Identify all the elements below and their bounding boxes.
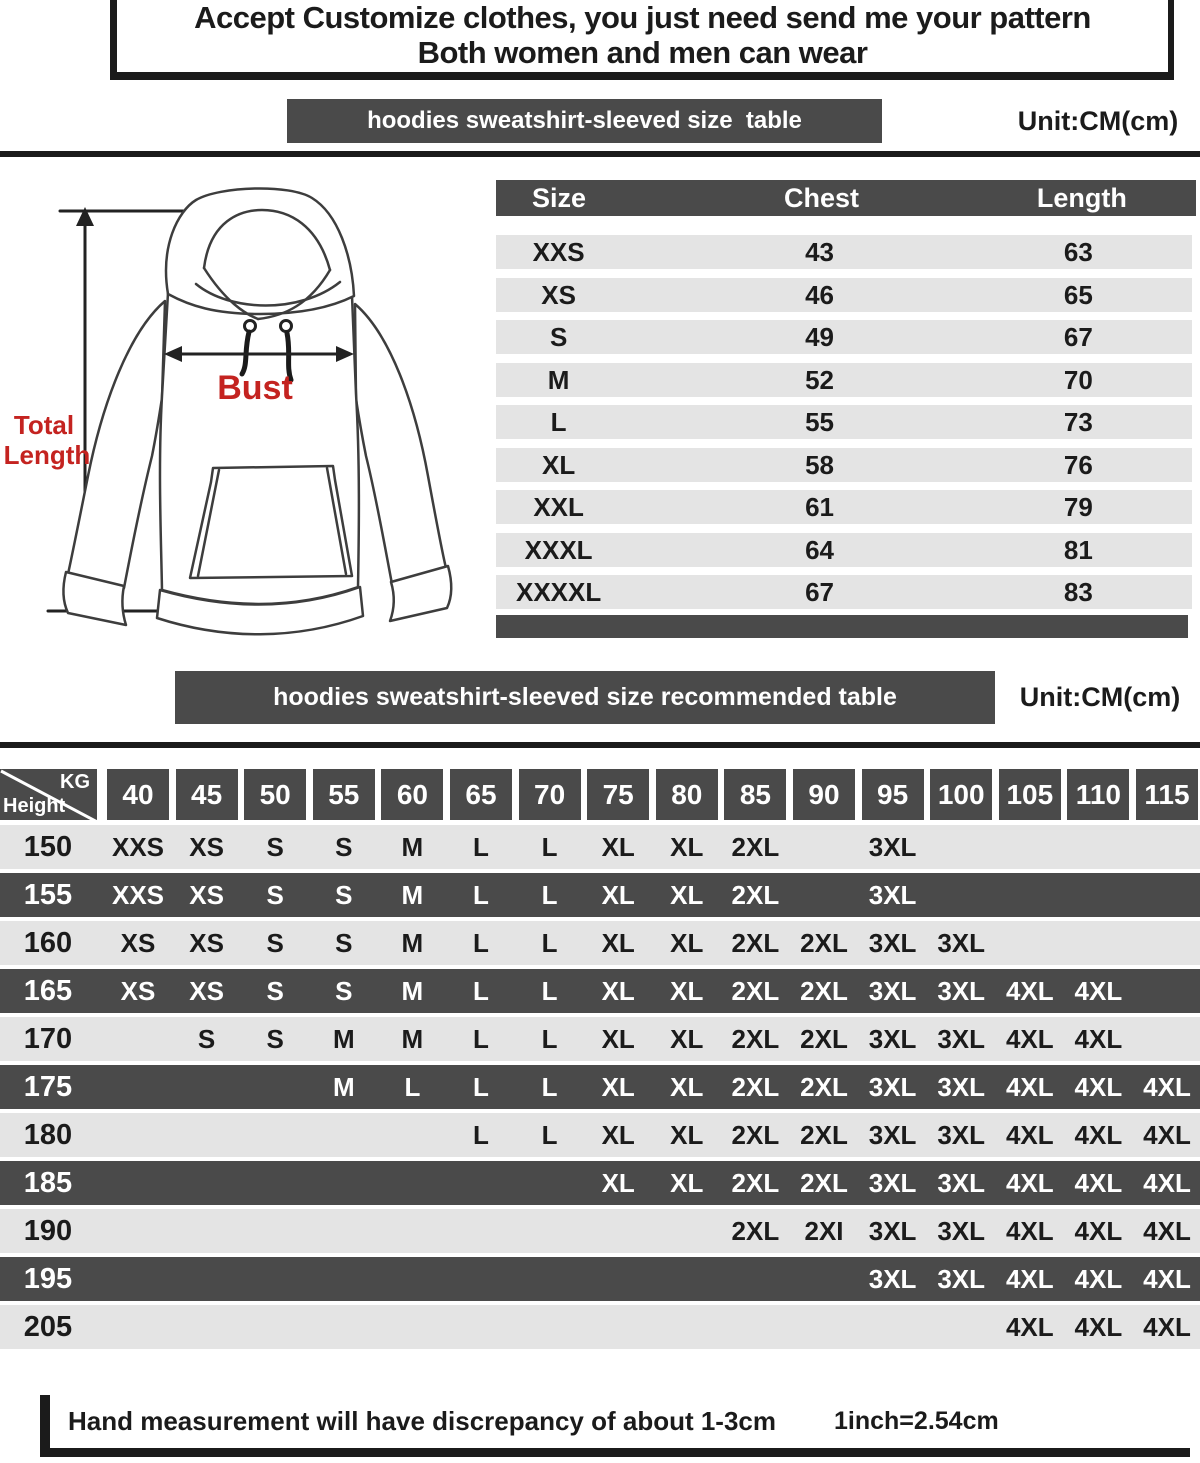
recommend-size-cell: 3XL — [868, 1120, 917, 1150]
size-table-cell: 70 — [1063, 364, 1093, 395]
recommend-size-cell: M — [332, 1072, 355, 1102]
recommend-size-cell: XL — [601, 1072, 635, 1102]
recommend-size-cell: 4XL — [1074, 1264, 1123, 1294]
size-table-cell: 67 — [1063, 322, 1093, 352]
weight-header-cell: 85 — [724, 769, 786, 820]
size-table-cell: XXS — [532, 237, 585, 267]
recommend-size-cell: 4XL — [1143, 1216, 1191, 1246]
size-table-cell: 46 — [805, 279, 834, 310]
size-table-col-size: Size — [531, 183, 587, 213]
size-table-row — [496, 320, 1192, 354]
unit-label-2: Unit:CM(cm) — [1019, 682, 1181, 712]
size-table-row — [496, 575, 1192, 609]
kg-height-corner-cell — [0, 769, 97, 820]
size-table-cell: 43 — [805, 237, 834, 267]
size-table-cell: 65 — [1063, 279, 1093, 310]
recommend-size-cell: L — [473, 832, 489, 862]
size-table-cell: XS — [541, 279, 576, 310]
recommend-table-row — [0, 921, 1200, 965]
weight-header-cell: 45 — [176, 769, 238, 820]
recommend-size-cell: 4XL — [1005, 1168, 1054, 1198]
recommend-table-row — [0, 1065, 1200, 1109]
size-table-col-chest: Chest — [783, 183, 860, 213]
recommend-size-cell: 3XL — [868, 976, 917, 1006]
recommend-size-cell: 4XL — [1005, 1072, 1054, 1102]
header-line-1: Accept Customize clothes, you just need send me your pattern — [194, 0, 1091, 35]
total-length-label-line2: Length — [3, 440, 91, 470]
corner-kg-label: KG — [60, 771, 90, 793]
recommend-size-cell: L — [473, 1120, 489, 1150]
recommend-size-cell: L — [541, 928, 558, 958]
height-label: 155 — [23, 879, 73, 911]
recommend-table-row — [0, 1209, 1200, 1253]
recommend-size-cell: XXS — [111, 832, 165, 862]
recommend-size-cell: XL — [670, 1168, 704, 1198]
weight-header-cell: 80 — [656, 769, 718, 820]
recommend-table-row — [0, 1257, 1200, 1301]
recommend-size-cell: 2XL — [800, 976, 848, 1006]
height-label: 190 — [23, 1215, 73, 1247]
hoodie-outline — [63, 188, 451, 634]
weight-header-cell: 70 — [519, 769, 581, 820]
weight-header-cell: 105 — [999, 769, 1061, 820]
recommend-size-cell: L — [541, 976, 558, 1006]
header-note-box — [110, 0, 1174, 80]
recommend-size-cell: 3XL — [868, 1264, 917, 1294]
recommend-size-cell: XS — [189, 832, 224, 862]
size-table-row — [496, 448, 1192, 482]
recommend-size-cell: 2XL — [731, 1216, 780, 1246]
recommend-size-cell: XS — [120, 976, 156, 1006]
size-table-cell: XXL — [533, 492, 584, 522]
recommend-size-cell: 4XL — [1074, 1216, 1123, 1246]
recommended-table-banner: hoodies sweatshirt-sleeved size recommended table — [175, 671, 995, 724]
size-table-row — [496, 235, 1192, 269]
recommend-size-cell: S — [335, 832, 353, 862]
recommend-size-cell: S — [266, 880, 284, 910]
recommend-size-cell: 2XL — [731, 1072, 780, 1102]
recommend-size-cell: 3XL — [937, 1024, 986, 1054]
separator-line-2 — [0, 742, 1200, 748]
recommend-size-cell: 4XL — [1143, 1264, 1191, 1294]
recommend-size-cell: 4XL — [1074, 1072, 1123, 1102]
recommend-size-cell: M — [401, 880, 424, 910]
size-table-row — [496, 533, 1192, 567]
recommend-size-cell: 2XL — [731, 1120, 780, 1150]
recommend-size-cell: 3XL — [937, 1120, 986, 1150]
eyelet-right — [281, 321, 292, 332]
recommend-size-cell: 4XL — [1005, 1024, 1054, 1054]
size-table-cell: 61 — [805, 492, 834, 522]
height-label: 195 — [23, 1263, 73, 1295]
weight-header-cell: 55 — [313, 769, 375, 820]
recommend-size-cell: L — [473, 880, 489, 910]
recommend-size-cell: 2XI — [804, 1216, 844, 1246]
hoodie-measurement-diagram — [0, 166, 480, 663]
recommend-size-cell: XL — [670, 928, 704, 958]
recommend-size-cell: 3XL — [868, 1216, 917, 1246]
height-label: 170 — [23, 1023, 73, 1055]
recommend-size-cell: 4XL — [1005, 1120, 1054, 1150]
weight-header-cell: 110 — [1067, 769, 1129, 820]
recommend-size-cell: S — [266, 976, 284, 1006]
recommend-size-cell: XL — [670, 1120, 704, 1150]
recommend-size-cell: 4XL — [1005, 1312, 1054, 1342]
recommend-size-cell: 2XL — [731, 1024, 780, 1054]
recommend-size-cell: XL — [670, 1072, 704, 1102]
recommend-size-cell: XL — [601, 1120, 635, 1150]
size-table-cell: 76 — [1063, 449, 1093, 480]
recommend-size-cell: XL — [670, 880, 704, 910]
weight-header-cell: 75 — [587, 769, 649, 820]
recommend-table-row — [0, 969, 1200, 1013]
size-table-cell: 55 — [805, 407, 834, 437]
size-table-cell: 83 — [1063, 577, 1093, 607]
recommend-size-cell: 4XL — [1005, 1264, 1054, 1294]
recommend-size-cell: 4XL — [1074, 976, 1123, 1006]
recommend-table-row — [0, 873, 1200, 917]
recommend-size-cell: XS — [189, 928, 224, 958]
recommend-size-cell: 4XL — [1143, 1120, 1191, 1150]
recommend-size-cell: 2XL — [800, 928, 848, 958]
recommend-size-cell: M — [401, 1024, 424, 1054]
separator-line-1 — [0, 151, 1200, 157]
size-table-cell: XL — [541, 449, 576, 480]
recommend-size-cell: XS — [189, 976, 224, 1006]
size-table-row — [496, 490, 1192, 524]
recommend-size-cell: S — [266, 928, 284, 958]
recommend-size-cell: 3XL — [937, 976, 986, 1006]
recommend-size-cell: 3XL — [937, 1168, 986, 1198]
weight-header-cell: 115 — [1136, 769, 1198, 820]
recommend-size-cell: 3XL — [868, 928, 917, 958]
recommend-size-cell: XL — [601, 928, 635, 958]
recommend-size-cell: M — [401, 928, 424, 958]
recommend-table-row — [0, 1017, 1200, 1061]
recommend-size-cell: 3XL — [937, 1264, 986, 1294]
recommend-size-cell: XL — [601, 976, 635, 1006]
recommend-size-cell: M — [332, 1024, 355, 1054]
header-line-2: Both women and men can wear — [417, 35, 868, 70]
recommend-size-cell: 4XL — [1005, 976, 1054, 1006]
recommend-size-cell: S — [266, 832, 284, 862]
size-table-cell: 58 — [805, 449, 834, 480]
height-label: 175 — [23, 1071, 73, 1103]
size-table-banner: hoodies sweatshirt-sleeved size table — [287, 99, 882, 143]
recommend-size-cell: S — [266, 1024, 284, 1054]
recommend-size-cell: L — [541, 1024, 558, 1054]
recommend-size-cell: 2XL — [800, 1024, 848, 1054]
recommend-table-row — [0, 825, 1200, 869]
size-table — [496, 180, 1196, 640]
recommend-size-cell: 4XL — [1074, 1024, 1123, 1054]
recommend-size-cell: 3XL — [868, 1168, 917, 1198]
size-table-cell: XXXXL — [515, 577, 602, 607]
height-label: 180 — [23, 1119, 73, 1151]
size-table-row — [496, 405, 1192, 439]
recommend-size-cell: L — [473, 1072, 489, 1102]
weight-header-cell: 40 — [107, 769, 169, 820]
recommend-size-cell: L — [541, 1120, 558, 1150]
size-table-cell: L — [550, 407, 567, 437]
recommend-size-cell: L — [541, 1072, 558, 1102]
size-table-cell: 64 — [805, 534, 834, 565]
size-table-cell: M — [547, 364, 570, 395]
recommend-size-cell: 4XL — [1143, 1168, 1191, 1198]
size-table-cell: 49 — [805, 322, 834, 352]
recommend-size-cell: 2XL — [731, 832, 780, 862]
footer-note-box — [40, 1395, 1190, 1457]
height-label: 185 — [23, 1167, 73, 1199]
weight-header-cell: 90 — [793, 769, 855, 820]
recommend-size-cell: 3XL — [868, 1024, 917, 1054]
height-label: 205 — [23, 1311, 73, 1343]
recommend-size-cell: XL — [670, 832, 704, 862]
recommend-size-cell: 3XL — [937, 1216, 986, 1246]
weight-header-cell: 50 — [244, 769, 306, 820]
unit-label-1: Unit:CM(cm) — [1017, 106, 1179, 136]
recommend-size-cell: 4XL — [1143, 1072, 1191, 1102]
height-label: 150 — [23, 831, 73, 863]
recommend-size-cell: L — [404, 1072, 421, 1102]
weight-header-cell: 95 — [862, 769, 924, 820]
recommend-size-cell: S — [335, 928, 353, 958]
recommend-size-cell: 2XL — [800, 1168, 848, 1198]
recommended-size-table — [0, 769, 1200, 1361]
size-table-row — [496, 278, 1192, 312]
size-table-cell: 81 — [1063, 534, 1093, 565]
recommend-table-row — [0, 1161, 1200, 1205]
recommend-size-cell: S — [335, 880, 353, 910]
recommend-size-cell: 3XL — [937, 1072, 986, 1102]
recommend-size-cell: 2XL — [731, 928, 780, 958]
height-label: 165 — [23, 975, 73, 1007]
size-table-footer-bar — [496, 615, 1188, 638]
recommend-size-cell: 2XL — [800, 1072, 848, 1102]
recommend-size-cell: L — [541, 880, 558, 910]
size-table-cell: 79 — [1063, 492, 1093, 522]
measurement-note: Hand measurement will have discrepancy of about 1-3cm — [68, 1406, 777, 1436]
weight-header-cell: 60 — [381, 769, 443, 820]
recommend-size-cell: XL — [670, 1024, 704, 1054]
inch-conversion-note: 1inch=2.54cm — [834, 1407, 999, 1435]
recommend-size-cell: XS — [189, 880, 224, 910]
recommend-size-cell: 2XL — [731, 976, 780, 1006]
recommend-size-cell: 3XL — [868, 1072, 917, 1102]
size-table-cell: XXXL — [524, 534, 593, 565]
recommend-size-cell: 4XL — [1143, 1312, 1191, 1342]
size-table-cell: S — [549, 322, 568, 352]
recommend-size-cell: L — [541, 832, 558, 862]
recommend-size-cell: 3XL — [937, 928, 986, 958]
size-table-cell: 73 — [1063, 407, 1093, 437]
corner-height-label: Height — [3, 795, 66, 817]
recommend-size-cell: 4XL — [1074, 1120, 1123, 1150]
recommend-size-cell: XL — [670, 976, 704, 1006]
size-table-header-row — [496, 180, 1196, 216]
recommend-size-cell: S — [335, 976, 353, 1006]
recommend-size-cell: 4XL — [1074, 1312, 1123, 1342]
recommend-size-cell: 2XL — [800, 1120, 848, 1150]
total-length-label-line1: Total — [13, 410, 75, 440]
recommend-size-cell: XL — [601, 880, 635, 910]
recommend-table-row — [0, 1305, 1200, 1349]
size-table-cell: 67 — [805, 577, 834, 607]
recommend-size-cell: XL — [601, 1168, 635, 1198]
weight-header-cell: 65 — [450, 769, 512, 820]
size-table-body — [496, 235, 1192, 618]
recommend-size-cell: XL — [601, 832, 635, 862]
weight-header-cell: 100 — [930, 769, 992, 820]
recommend-size-cell: L — [473, 1024, 489, 1054]
recommend-size-cell: 4XL — [1074, 1168, 1123, 1198]
recommend-table-row — [0, 1113, 1200, 1157]
recommend-size-cell: L — [473, 928, 489, 958]
recommend-size-cell: 4XL — [1005, 1216, 1054, 1246]
size-table-row — [496, 363, 1192, 397]
recommend-size-cell: L — [473, 976, 489, 1006]
bust-label: Bust — [217, 369, 293, 407]
size-table-cell: 63 — [1063, 237, 1093, 267]
recommend-size-cell: 2XL — [731, 880, 780, 910]
height-label: 160 — [23, 927, 73, 959]
recommend-size-cell: M — [401, 976, 424, 1006]
recommend-size-cell: 3XL — [868, 880, 917, 910]
recommend-size-cell: 3XL — [868, 832, 917, 862]
recommend-size-cell: 2XL — [731, 1168, 780, 1198]
recommend-size-cell: S — [197, 1024, 216, 1054]
size-table-cell: 52 — [805, 364, 834, 395]
size-table-col-length: Length — [1036, 183, 1127, 213]
recommend-size-cell: M — [401, 832, 424, 862]
recommend-size-cell: XL — [601, 1024, 635, 1054]
recommend-size-cell: XS — [120, 928, 156, 958]
recommend-size-cell: XXS — [111, 880, 165, 910]
